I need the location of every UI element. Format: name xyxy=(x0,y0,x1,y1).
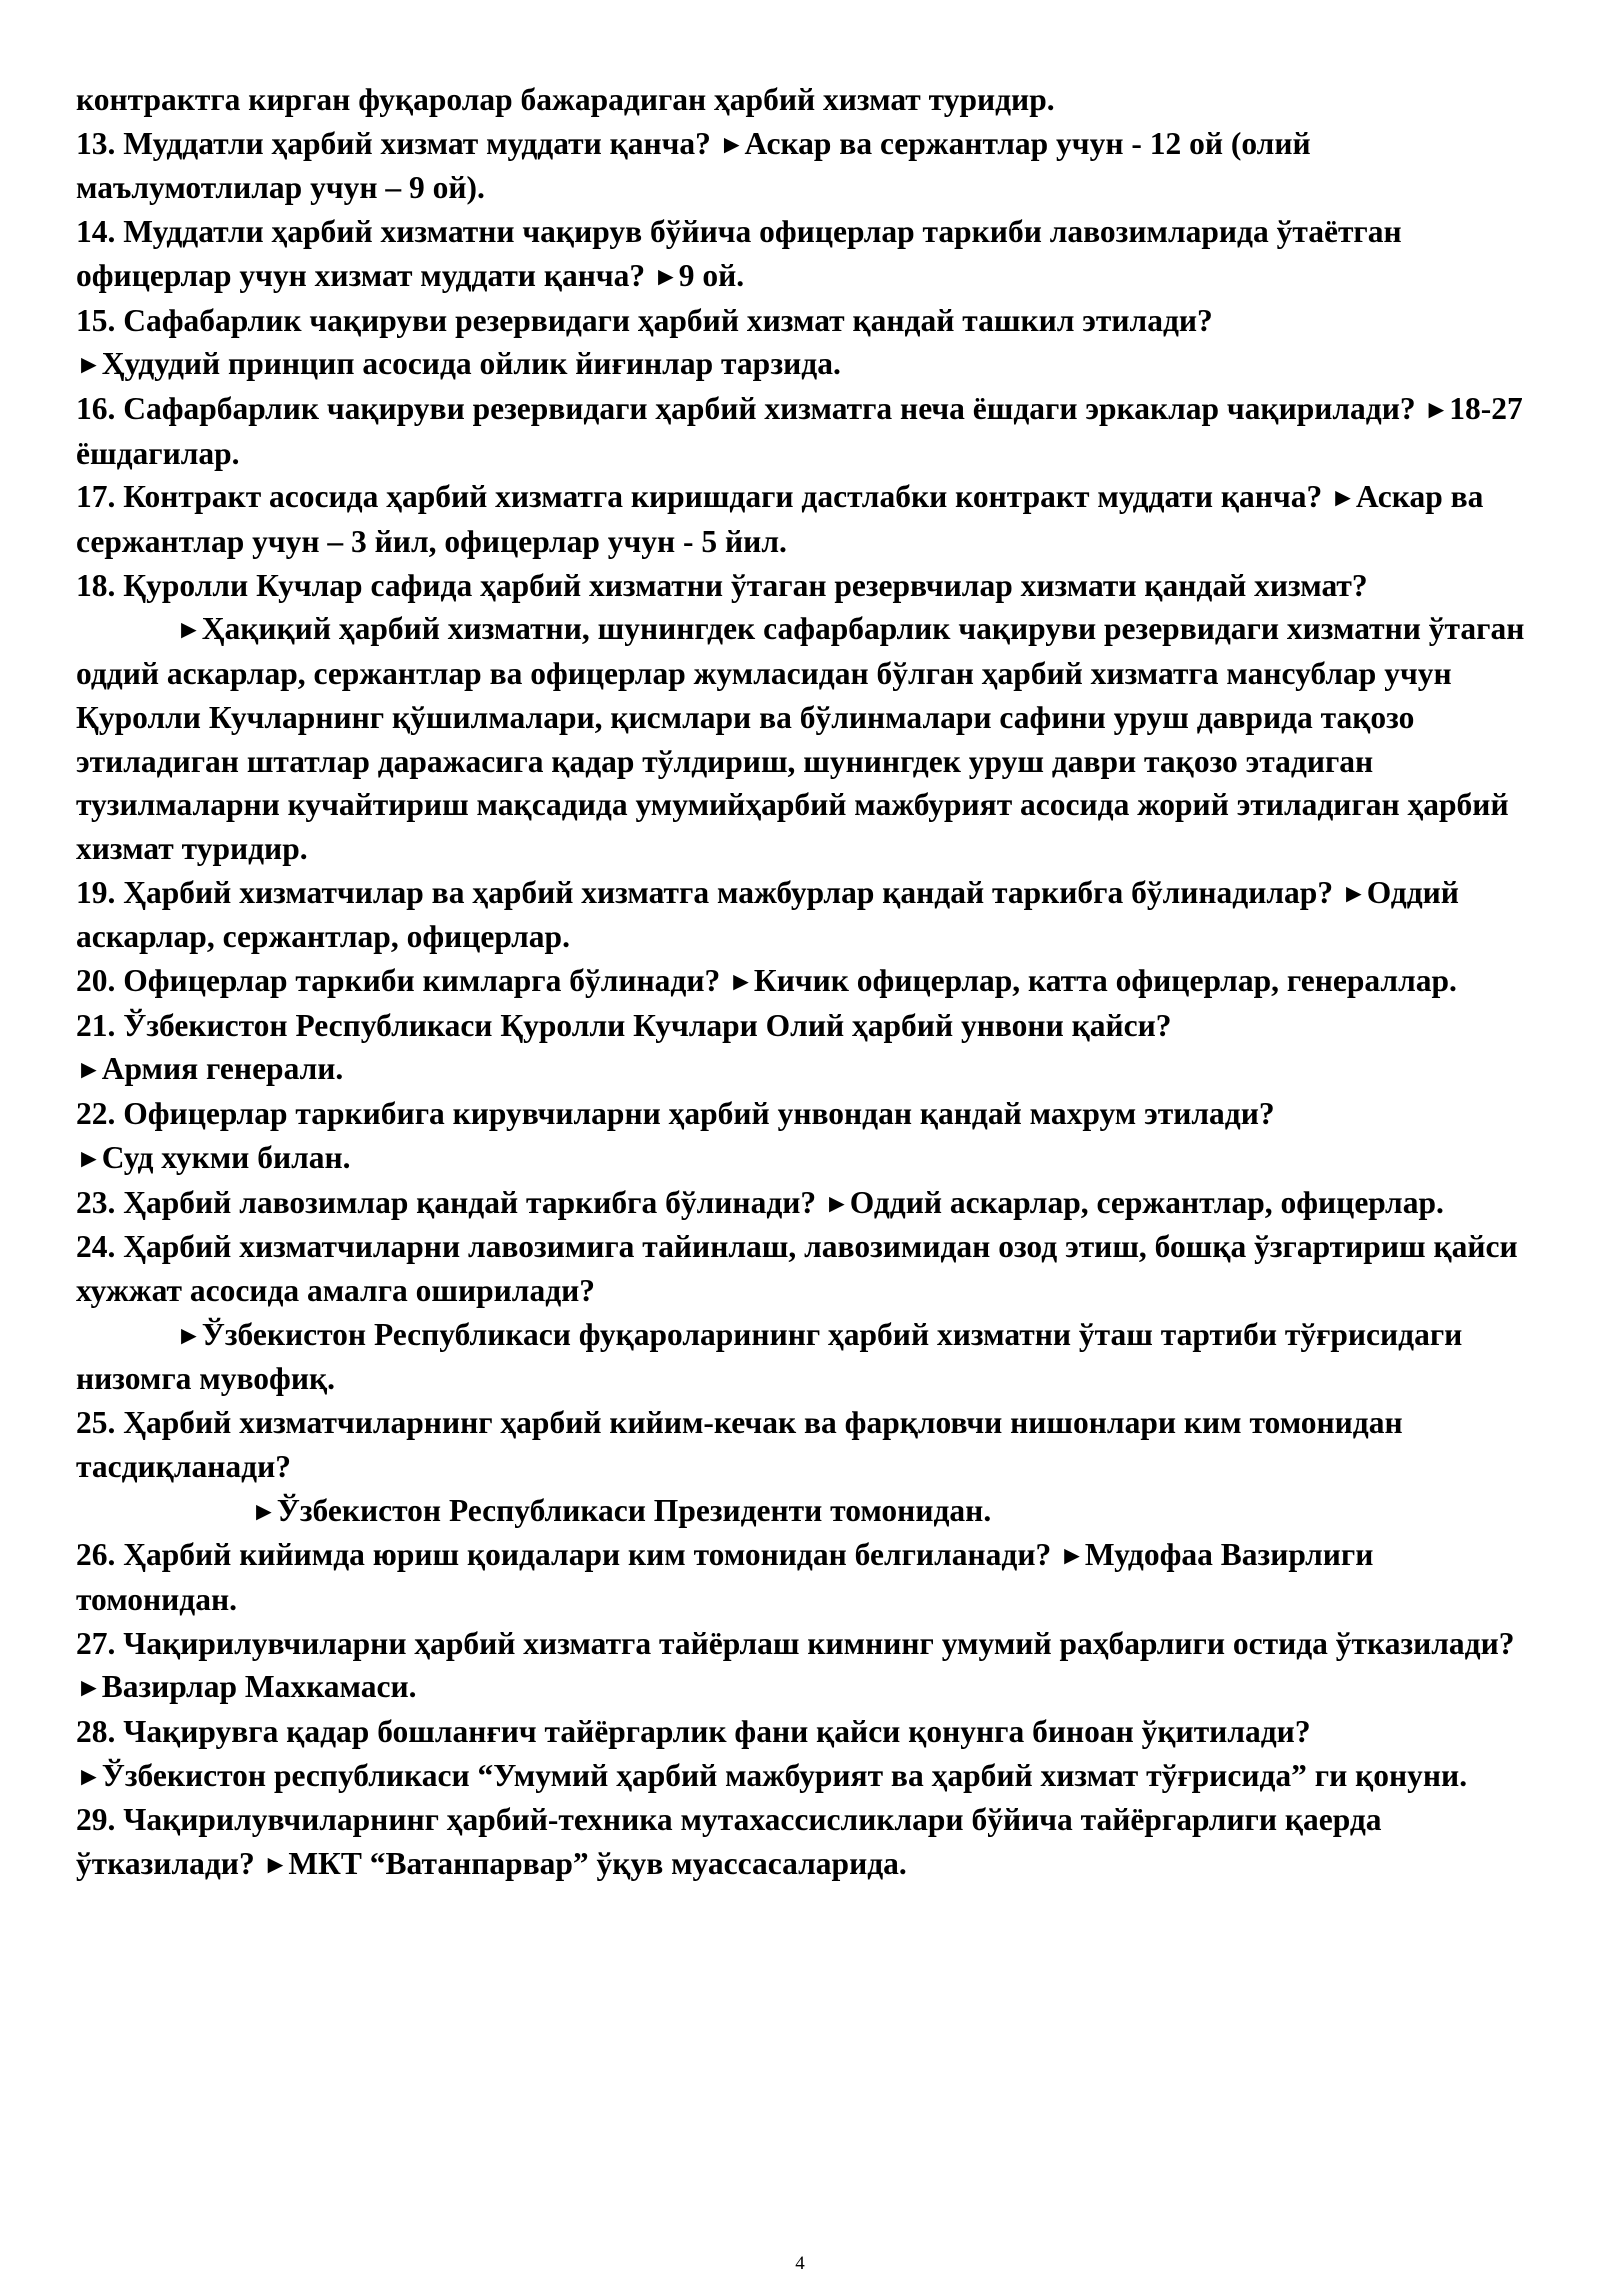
document-page xyxy=(76,78,1536,1887)
qa-item-19 xyxy=(76,871,1536,959)
qa-item-21 xyxy=(76,1004,1536,1092)
answer-text: Оддий аскарлар, сержантлар, офицерлар. xyxy=(849,1184,1444,1220)
question-number: 26. xyxy=(76,1537,116,1573)
answer-text: Ҳудудий принцип асосида ойлик йиғинлар тарзида. xyxy=(101,346,841,382)
answer-arrow-icon: ► xyxy=(76,350,102,380)
answer-text: МКТ “Ватанпарвар” ўқув муассасаларида. xyxy=(288,1846,907,1882)
qa-item-20 xyxy=(76,959,1536,1004)
intro-text: контрактга кирган фуқаролар бажарадиган ҳарбий хизмат туридир. xyxy=(76,82,1055,117)
answer-arrow-icon: ► xyxy=(728,967,754,997)
answer-arrow-icon: ► xyxy=(176,1320,202,1350)
question-text: Чақирилувчиларни ҳарбий хизматга тайёрлаш кимнинг умумий раҳбарлиги остида ўтказилади? xyxy=(123,1625,1515,1661)
answer-arrow-icon: ► xyxy=(76,1673,102,1703)
question-text: Ҳарбий лавозимлар қандай таркибга бўлинади? xyxy=(123,1184,817,1220)
question-number: 18. xyxy=(76,567,116,603)
answer-text: Ўзбекистон республикаси “Умумий ҳарбий мажбурият ва ҳарбий хизмат тўғрисида” ги қонуни. xyxy=(101,1757,1468,1793)
question-number: 14. xyxy=(76,214,116,250)
qa-item-14 xyxy=(76,210,1536,298)
question-text: Ўзбекистон Республикаси Қуролли Кучлари Олий ҳарбий унвони қайси? xyxy=(123,1007,1172,1043)
answer-text: 9 ой. xyxy=(678,257,745,293)
question-number: 24. xyxy=(76,1229,116,1265)
answer-arrow-icon: ► xyxy=(1423,394,1450,424)
qa-item-25-answer xyxy=(76,1489,1536,1534)
answer-text: Мудофаа Вазирлиги томонидан. xyxy=(76,1537,1374,1617)
answer-text: Аскар ва сержантлар учун – 3 йил, офицерлар учун - 5 йил. xyxy=(76,479,1484,560)
qa-item-22 xyxy=(76,1092,1536,1180)
intro-paragraph xyxy=(76,78,1536,122)
question-number: 21. xyxy=(76,1007,116,1043)
qa-item-13 xyxy=(76,122,1536,210)
qa-item-23 xyxy=(76,1181,1536,1226)
answer-arrow-icon: ► xyxy=(1340,878,1367,908)
answer-text: Суд хукми билан. xyxy=(101,1139,351,1175)
question-text: Контракт асосида ҳарбий хизматга киришдаги дастлабки контракт муддати қанча? xyxy=(123,479,1323,515)
question-text: Ҳарбий хизматчиларнинг ҳарбий кийим-кечак ва фарқловчи нишонлари ким томонидан тасдиқланади? xyxy=(76,1405,1403,1484)
question-text: Чақирилувчиларнинг ҳарбий-техника мутахассисликлари бўйича тайёргарлиги қаерда ўтказилади? xyxy=(76,1802,1382,1882)
answer-text: Кичик офицерлар, катта офицерлар, генераллар. xyxy=(753,963,1457,999)
qa-item-25 xyxy=(76,1401,1536,1488)
question-text: Ҳарбий хизматчилар ва ҳарбий хизматга мажбурлар қандай таркибга бўлинадилар? xyxy=(123,874,1334,910)
answer-arrow-icon: ► xyxy=(1330,483,1356,513)
question-text: Ҳарбий кийимда юриш қоидалари ким томонидан белгиланади? xyxy=(123,1537,1052,1573)
answer-arrow-icon: ► xyxy=(1059,1541,1085,1571)
question-number: 16. xyxy=(76,390,116,426)
question-number: 28. xyxy=(76,1714,116,1750)
answer-text: 18-27 ёшдагилар. xyxy=(76,390,1523,471)
qa-item-28 xyxy=(76,1710,1536,1798)
qa-item-18 xyxy=(76,564,1536,608)
question-text: Офицерлар таркибига кирувчиларни ҳарбий унвондан қандай махрум этилади? xyxy=(123,1096,1275,1132)
question-number: 17. xyxy=(76,479,116,515)
question-text: Офицерлар таркиби кимларга бўлинади? xyxy=(123,963,721,999)
question-number: 19. xyxy=(76,874,116,910)
answer-text: Оддий аскарлар, сержантлар, офицерлар. xyxy=(76,874,1459,955)
qa-item-27 xyxy=(76,1622,1536,1710)
answer-text: Ўзбекистон Республикаси фуқароларининг ҳарбий хизматни ўташ тартиби тўғрисидаги низомга мувофиқ. xyxy=(76,1316,1463,1397)
question-text: Қуролли Кучлар сафида ҳарбий хизматни ўтаган резервчилар хизмати қандай хизмат? xyxy=(123,567,1368,603)
answer-text: Армия генерали. xyxy=(101,1051,344,1087)
answer-arrow-icon: ► xyxy=(76,1143,102,1173)
qa-item-26 xyxy=(76,1533,1536,1621)
answer-arrow-icon: ► xyxy=(76,1761,102,1791)
qa-item-24 xyxy=(76,1225,1536,1312)
answer-arrow-icon: ► xyxy=(653,261,679,291)
answer-arrow-icon: ► xyxy=(76,1055,102,1085)
answer-text: Аскар ва сержантлар учун - 12 ой (олий маълумотлилар учун – 9 ой). xyxy=(76,125,1311,206)
question-number: 23. xyxy=(76,1184,116,1220)
answer-text: Ўзбекистон Республикаси Президенти томонидан. xyxy=(276,1492,992,1528)
question-text: Муддатли ҳарбий хизмат муддати қанча? xyxy=(123,125,711,161)
question-text: Сафабарлик чақируви резервидаги ҳарбий хизмат қандай ташкил этилади? xyxy=(123,302,1213,338)
question-number: 29. xyxy=(76,1802,116,1838)
qa-item-18-answer xyxy=(76,607,1536,870)
qa-item-15 xyxy=(76,299,1536,387)
question-text: Сафарбарлик чақируви резервидаги ҳарбий хизматга неча ёшдаги эркаклар чақирилади? xyxy=(123,390,1416,426)
question-number: 20. xyxy=(76,963,116,999)
question-text: Ҳарбий хизматчиларни лавозимига тайинлаш, лавозимидан озод этиш, бошқа ўзгартириш қайси хужжат асосида амалга оширилади? xyxy=(76,1229,1518,1308)
question-text: Чақирувга қадар бошланғич тайёргарлик фани қайси қонунга биноан ўқитилади? xyxy=(123,1714,1311,1750)
qa-item-29 xyxy=(76,1798,1536,1886)
answer-arrow-icon: ► xyxy=(251,1496,277,1526)
qa-item-16 xyxy=(76,387,1536,475)
question-number: 27. xyxy=(76,1625,116,1661)
answer-text: Ҳақиқий ҳарбий хизматни, шунингдек сафарбарлик чақируви резервидаги хизматни ўтаган оддий аскарлар, сержантлар ва офицерлар жумласидан бўлган ҳарбий хизматга мансублар учун Қуролли Кучларнинг қўшилмалари, қисмлари ва бўлинмалари сафини уруш даврида тақозо этиладиган штатлар даражасига қадар тўлдириш, шунингдек уруш даври тақозо этадиган тузилмаларни кучайтириш мақсадида умумийҳарбий мажбурият асосида жорий этиладиган ҳарбий хизмат туридир. xyxy=(76,611,1525,866)
answer-arrow-icon: ► xyxy=(718,129,745,159)
answer-arrow-icon: ► xyxy=(262,1850,289,1880)
qa-item-17 xyxy=(76,475,1536,563)
answer-arrow-icon: ► xyxy=(176,615,202,645)
answer-arrow-icon: ► xyxy=(824,1188,850,1218)
question-number: 25. xyxy=(76,1405,116,1441)
question-text: Муддатли ҳарбий хизматни чақирув бўйича офицерлар таркиби лавозимларида ўтаётган офицерлар учун хизмат муддати қанча? xyxy=(76,214,1402,293)
qa-item-24-answer xyxy=(76,1313,1536,1401)
answer-text: Вазирлар Махкамаси. xyxy=(101,1669,417,1705)
page-number: 4 xyxy=(795,2253,805,2274)
question-number: 13. xyxy=(76,125,116,161)
question-number: 15. xyxy=(76,302,116,338)
question-number: 22. xyxy=(76,1096,116,1132)
